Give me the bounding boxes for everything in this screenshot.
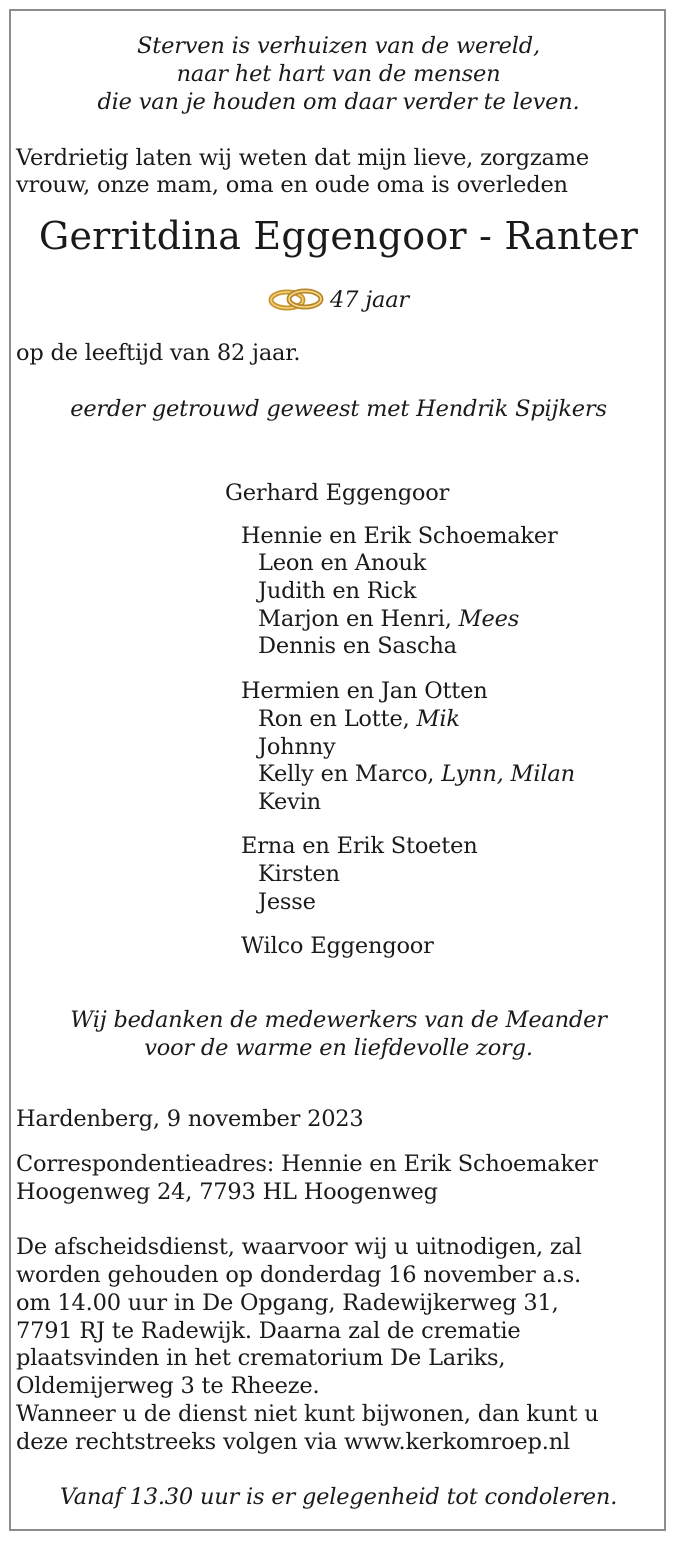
age-text: op de leeftijd van 82 jaar. — [16, 340, 301, 366]
grandchild-name: Marjon en Henri, — [258, 606, 452, 632]
service-line: worden gehouden op donderdag 16 november a.s. — [16, 1262, 581, 1288]
great-grandchild-name: Mees — [458, 606, 520, 632]
grandchild-line: Johnny — [258, 734, 336, 760]
husband-name: Gerhard Eggengoor — [225, 480, 450, 506]
great-grandchild-name: Lynn, Milan — [441, 761, 575, 787]
grandchild-name: Kelly en Marco, — [258, 761, 435, 787]
service-line: 7791 RJ te Radewijk. Daarna zal de crematie — [16, 1318, 521, 1344]
service-line: De afscheidsdienst, waarvoor wij u uitnodigen, zal — [16, 1234, 582, 1260]
marriage-years: 47 jaar — [330, 287, 409, 313]
wedding-rings-icon — [268, 285, 324, 313]
grandchild-line: Kirsten — [258, 861, 340, 887]
grandchild-name: Ron en Lotte, — [258, 706, 410, 732]
grandchild-line — [258, 761, 575, 788]
child-3: Erna en Erik Stoeten — [241, 833, 478, 859]
service-line: om 14.00 uur in De Opgang, Radewijkerweg 31, — [16, 1290, 559, 1316]
thanks-line-2: voor de warme en liefdevolle zorg. — [144, 1035, 533, 1061]
service-line: deze rechtstreeks volgen via www.kerkomroep.nl — [16, 1429, 570, 1455]
service-line: Wanneer u de dienst niet kunt bijwonen, dan kunt u — [16, 1401, 599, 1427]
marriage-duration — [0, 285, 677, 314]
previous-marriage: eerder getrouwd geweest met Hendrik Spijkers — [70, 396, 607, 422]
grandchild-line: Kevin — [258, 789, 321, 815]
place-date: Hardenberg, 9 november 2023 — [16, 1106, 364, 1132]
grandchild-line: Leon en Anouk — [258, 550, 427, 576]
grandchild-line: Dennis en Sascha — [258, 633, 457, 659]
grandchild-line: Judith en Rick — [258, 578, 417, 604]
grandchild-line — [258, 606, 519, 633]
service-line: plaatsvinden in het crematorium De Lariks, — [16, 1345, 506, 1371]
correspondence-line-2: Hoogenweg 24, 7793 HL Hoogenweg — [16, 1179, 438, 1205]
intro-line-1: Verdrietig laten wij weten dat mijn lieve, zorgzame — [16, 145, 589, 171]
thanks-line-1: Wij bedanken de medewerkers van de Meander — [70, 1007, 607, 1033]
child-1: Hennie en Erik Schoemaker — [241, 523, 558, 549]
child-4: Wilco Eggengoor — [241, 933, 434, 959]
grandchild-line: Jesse — [258, 889, 316, 915]
service-line: Oldemijerweg 3 te Rheeze. — [16, 1373, 320, 1399]
child-2: Hermien en Jan Otten — [241, 678, 488, 704]
poem-line-1: Sterven is verhuizen van de wereld, — [137, 33, 540, 59]
condolence-text: Vanaf 13.30 uur is er gelegenheid tot condoleren. — [59, 1484, 618, 1510]
great-grandchild-name: Mik — [416, 706, 460, 732]
deceased-name: Gerritdina Eggengoor - Ranter — [38, 214, 639, 258]
intro-line-2: vrouw, onze mam, oma en oude oma is overleden — [16, 172, 568, 198]
poem-line-2: naar het hart van de mensen — [176, 61, 501, 87]
grandchild-line — [258, 706, 460, 733]
poem-line-3: die van je houden om daar verder te leven. — [97, 89, 580, 115]
correspondence-line-1: Correspondentieadres: Hennie en Erik Schoemaker — [16, 1151, 598, 1177]
